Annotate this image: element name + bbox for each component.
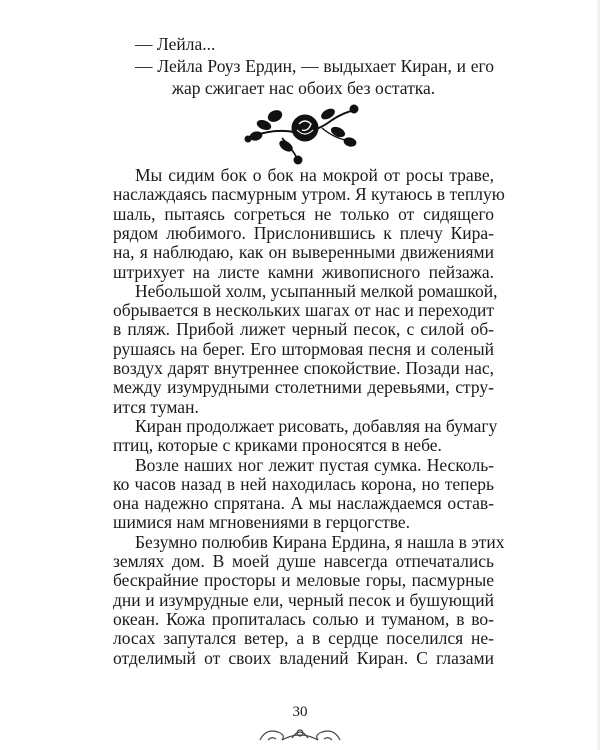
- text-line: рушаясь на берег. Его штормовая песня и соленый: [113, 338, 494, 359]
- text-line: землях дом. В моей душе навсегда отпечатались: [113, 551, 494, 571]
- text-line: Небольшой холм, усыпанный мелкой ромашкой,: [135, 280, 498, 301]
- text-line: Мы сидим бок о бок на мокрой от росы траве,: [135, 165, 494, 185]
- rose-ornament-icon: [242, 98, 362, 166]
- text-line: шаль, пытаясь согреться не только от сидящего: [113, 203, 494, 224]
- text-line: ится туман.: [113, 396, 199, 417]
- text-line: жар сжигает нас обоих без остатка.: [171, 78, 436, 98]
- text-line: в пляж. Прибой лижет черный песок, с силой об-: [113, 319, 494, 340]
- text-line: воздух дарят внутреннее спокойствие. Позади нас,: [113, 358, 494, 378]
- text-line: дни и изумрудные ели, черный песок и бушующий: [113, 589, 494, 610]
- text-line: — Лейла Роуз Ердин, — выдыхает Киран, и его: [135, 56, 494, 76]
- text-line: — Лейла...: [135, 34, 216, 54]
- text-line: обрывается в нескольких шагах от нас и переходит: [113, 300, 494, 321]
- text-line: океан. Кожа пропиталась солью и туманом, в во-: [113, 608, 494, 629]
- text-line: шимися нам мгновениями в герцогстве.: [113, 512, 411, 533]
- text-line: птиц, которые с криками проносятся в небе.: [113, 435, 442, 456]
- text-line: она надежно спрятана. А мы наслаждаемся остав-: [113, 493, 494, 514]
- text-line: Киран продолжает рисовать, добавляя на бумагу: [135, 415, 498, 436]
- text-line: лосах запутался ветер, а в сердце поселился не-: [113, 628, 494, 649]
- text-line: штрихует на листе камни живописного пейзажа.: [113, 261, 494, 282]
- text-line: Возле наших ног лежит пустая сумка. Несколь-: [135, 454, 494, 475]
- text-line: ко часов назад в ней находилась корона, но теперь: [113, 473, 494, 494]
- text-line: рядом любимого. Прислонившись к плечу Кира-: [113, 222, 494, 243]
- text-line: наслаждаясь пасмурным утром. Я кутаюсь в теплую: [113, 184, 505, 205]
- page-number: 30: [292, 704, 308, 720]
- text-line: отделимый от своих владений Киран. С глазами: [113, 647, 494, 668]
- text-line: Безумно полюбив Кирана Ердина, я нашла в этих: [135, 531, 505, 552]
- footer-scroll-ornament-icon: [256, 720, 344, 744]
- text-line: бескрайние просторы и меловые горы, пасмурные: [113, 570, 494, 591]
- text-line: между изумрудными столетними деревьями, стру-: [113, 377, 494, 398]
- text-line: на, я наблюдаю, как он выверенными движениями: [113, 242, 494, 263]
